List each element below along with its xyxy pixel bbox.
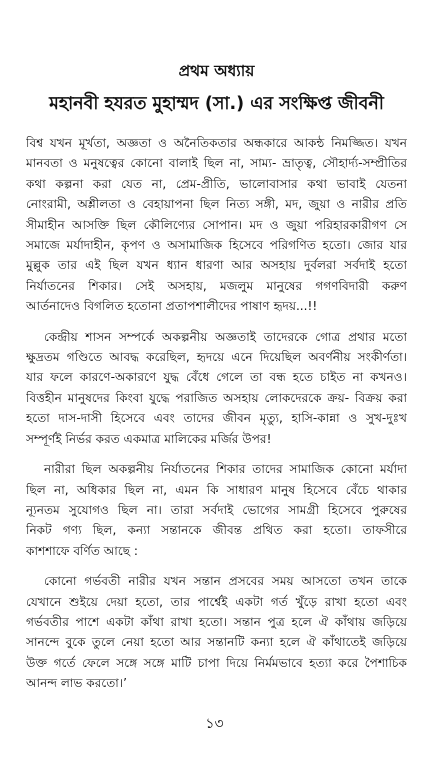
text-line: আর্তনাদেও বিগলিত হতোনা প্রতাপশালীদের পাষাণ হৃদয়...!! xyxy=(26,299,318,314)
text-line: হতো দাস-দাসী হিসেবে এবং তাদের জীবন মৃত্যু, হাসি-কান্না ও সুখ-দুঃখ xyxy=(26,411,407,426)
text-line: নির্যাতনের শিকার। সেই অসহায়, মজলুম মানুষের গগণবিদারী করুণ xyxy=(26,278,407,293)
text-line: যেখানে শুইয়ে দেয়া হতো, তার পার্শ্বেই একটা গর্ত খুঁড়ে রাখা হতো এবং xyxy=(26,594,407,609)
text-line: কেন্দ্রীয় শাসন সম্পর্কে অকল্পনীয় অজ্ঞতাই তাদেরকে গোত্র প্রথার মতো xyxy=(44,329,407,344)
text-line: মানবতা ও মনুষত্বের কোনো বালাই ছিল না, সাম্য- ভ্রাতৃত্ব, সৌহার্দ্য-সম্প্রীতির xyxy=(26,156,407,171)
text-line: বিত্তহীন মানুষদের কিংবা যুদ্ধে পরাজিত অসহায় লোকদেরকে ক্রয়- বিক্রয় করা xyxy=(26,390,407,405)
paragraph-3 xyxy=(26,459,407,561)
paragraph-1 xyxy=(26,133,407,317)
text-line: সীমাহীন আসক্তি ছিল কৌলিণ্যের সোপান। মদ ও জুয়া পরিহারকারীগণ সে xyxy=(26,217,407,232)
paragraph-4-quote xyxy=(26,571,407,693)
chapter-heading: প্রথম অধ্যায় xyxy=(178,62,255,80)
text-line: মুল্লুক তার এই ছিল যখন ধ্যান ধারণা আর অসহায় দুর্বলরা সর্বদাই হতো xyxy=(26,258,407,273)
text-line: বিশ্ব যখন মূর্খতা, অজ্ঞতা ও অনৈতিকতার অন্ধকারে আকন্ঠ নিমজ্জিত। যখন xyxy=(26,136,407,150)
text-line: সমাজে মর্যাদাহীন, কৃপণ ও অসামাজিক হিসেবে পরিগণিত হতো। জোর যার xyxy=(26,238,407,253)
paragraph-2 xyxy=(26,327,407,449)
text-line: সম্পূর্ণই নির্ভর করত একমাত্র মালিকের মর্জির উপর! xyxy=(26,431,272,446)
text-line: ছিল না, অধিকার ছিল না, এমন কি সাধারণ মানুষ হিসেবে বেঁচে থাকার xyxy=(26,482,407,497)
text-line: গর্ভবতীর পাশে একটা কাঁথা রাখা হতো। সন্তান পুত্র হলে ঐ কাঁথায় জড়িয়ে xyxy=(26,614,407,629)
text-line: যার ফলে কারণে-অকারণে যুদ্ধ বেঁধে গেলে তা বন্ধ হতে চাইত না কখনও। xyxy=(26,370,407,385)
page-title: মহানবী হযরত মুহাম্মদ (সা.) এর সংক্ষিপ্ত জীবনী xyxy=(49,94,384,114)
text-line: কাশশাফে বর্ণিত আছে : xyxy=(26,543,138,558)
text-line: ক্ষুদ্রতম গণ্ডিতে আবদ্ধ করেছিল, হৃদয়ে এনে দিয়েছিল অবর্ণনীয় সংকীর্ণতা। xyxy=(26,350,407,365)
page-number: ১৩ xyxy=(205,716,224,732)
text-line: আনন্দ লাভ করতো।’ xyxy=(26,676,127,691)
text-line: ন্যূনতম সুযোগও ছিল না। তারা সর্বদাই ভোগের সামগ্রী হিসেবে পুরুষের xyxy=(26,502,407,517)
body-text xyxy=(26,133,407,694)
text-line: কথা কল্পনা করা যেত না, প্রেম-প্রীতি, ভালোবাসার কথা ভাবাই যেতনা xyxy=(26,176,407,191)
text-line: কোনো গর্ভবতী নারীর যখন সন্তান প্রসবের সময় আসতো তখন তাকে xyxy=(44,574,407,589)
text-line: সানন্দে বুকে তুলে নেয়া হতো আর সন্তানটি কন্যা হলে ঐ কাঁথাতেই জড়িয়ে xyxy=(26,635,407,650)
text-line: উক্ত গর্তে ফেলে সঙ্গে সঙ্গে মাটি চাপা দিয়ে নির্মমভাবে হত্যা করে পৈশাচিক xyxy=(26,655,407,670)
text-line: নারীরা ছিল অকল্পনীয় নির্যাতনের শিকার তাদের সামাজিক কোনো মর্যাদা xyxy=(44,462,407,477)
text-line: নিকট গণ্য ছিল, কন্যা সন্তানকে জীবন্ত প্রথিত করা হতো। তাফসীরে xyxy=(26,523,407,538)
text-line: নোংরামী, অশ্লীলতা ও বেহায়াপনা ছিল নিত্য সঙ্গী, মদ, জুয়া ও নারীর প্রতি xyxy=(26,197,407,212)
